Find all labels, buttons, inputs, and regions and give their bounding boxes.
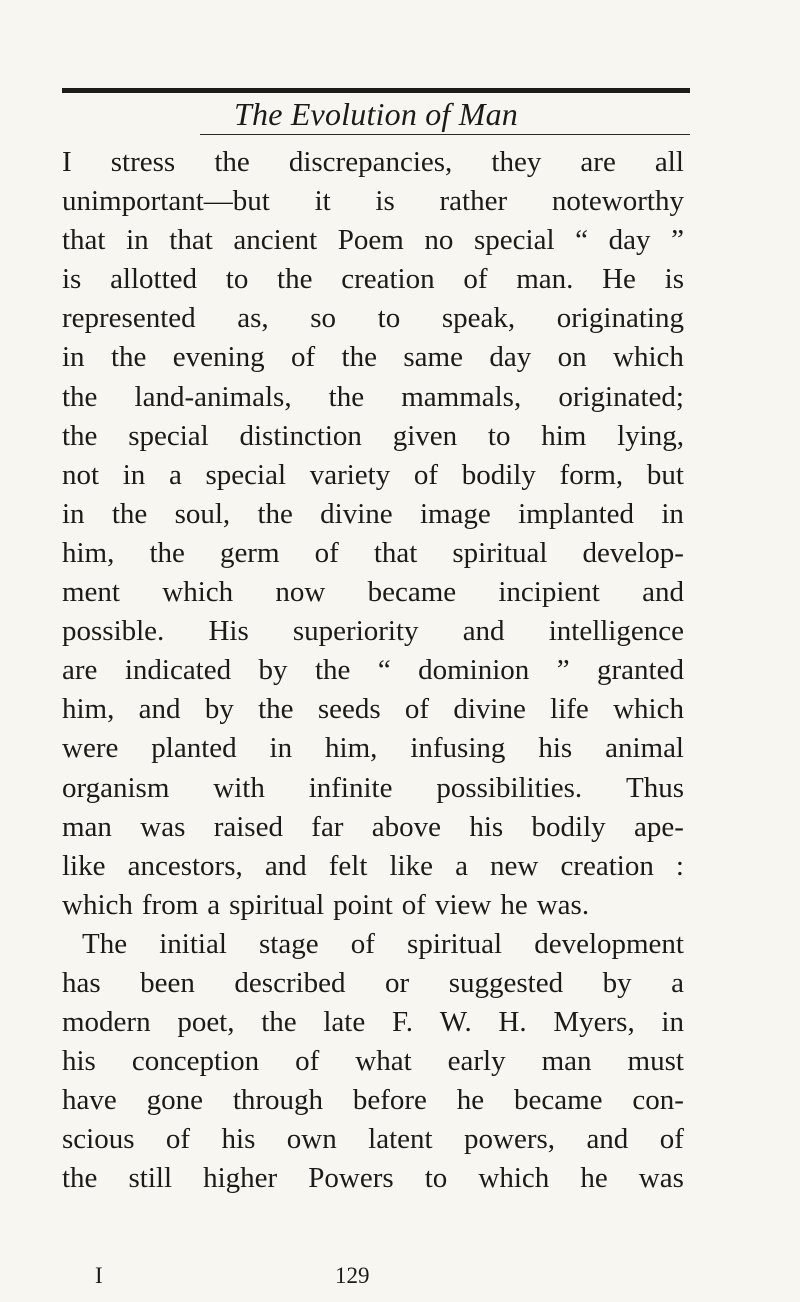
word: distinction	[239, 419, 362, 452]
word: as,	[237, 302, 269, 335]
word: it	[314, 185, 331, 218]
word: the	[277, 263, 313, 296]
word: new	[490, 849, 539, 882]
text-line	[62, 1003, 684, 1042]
word: in	[122, 458, 146, 491]
word: of	[295, 1045, 320, 1078]
word: view	[434, 888, 492, 921]
word: before	[352, 1084, 427, 1117]
text-line	[62, 1159, 684, 1198]
word: Powers	[308, 1162, 394, 1195]
word: originating	[556, 302, 684, 335]
word: :	[675, 849, 684, 882]
word: described	[234, 966, 346, 999]
running-head-title: The Evolution of Man	[234, 96, 518, 132]
text-line	[62, 925, 684, 964]
word: latent	[368, 1123, 433, 1156]
word: powers,	[464, 1123, 556, 1156]
word: to	[424, 1162, 448, 1195]
word: a	[671, 966, 684, 999]
word: and	[138, 693, 181, 726]
word: stress	[110, 146, 176, 178]
word: ancestors,	[127, 849, 243, 882]
word: evening	[172, 341, 265, 374]
word: given	[392, 419, 458, 452]
text-line	[62, 573, 684, 612]
word: animal	[605, 732, 684, 765]
word: man	[541, 1045, 592, 1078]
word: soul,	[174, 497, 231, 530]
word: and	[586, 1123, 629, 1156]
word: in	[126, 224, 149, 257]
word: dominion	[418, 654, 530, 687]
signature-mark: I	[95, 1263, 103, 1288]
word: which	[613, 341, 684, 374]
word: ape-	[634, 810, 684, 843]
word: incipient	[498, 576, 600, 609]
text-line	[62, 729, 684, 768]
word: to	[225, 263, 249, 296]
word: of	[659, 1123, 684, 1156]
word: noteworthy	[551, 185, 684, 218]
word: were	[62, 732, 119, 765]
word: is	[62, 263, 82, 296]
word: special	[205, 458, 287, 491]
word: develop-	[582, 536, 684, 569]
word: the	[214, 146, 250, 178]
word: infinite	[308, 771, 393, 804]
word: which	[62, 888, 133, 921]
word: that	[373, 536, 418, 569]
word: is	[664, 263, 684, 296]
word: are	[580, 146, 616, 178]
word: spiritual	[407, 927, 503, 960]
word: not	[62, 458, 100, 491]
text-line	[62, 964, 684, 1003]
word: scious	[62, 1123, 135, 1156]
word: discrepancies,	[288, 146, 453, 178]
text-line	[62, 651, 684, 690]
word: on	[557, 341, 587, 374]
text-line	[62, 886, 684, 925]
text-line	[62, 143, 684, 182]
word: by	[204, 693, 234, 726]
word: man	[62, 810, 112, 843]
word: him,	[325, 732, 378, 765]
word: spiritual	[452, 536, 548, 569]
body-text	[62, 143, 684, 1199]
word: in	[661, 1006, 684, 1039]
text-line	[62, 338, 684, 377]
word: above	[371, 810, 442, 843]
word: but	[646, 458, 684, 491]
word: ”	[556, 654, 570, 687]
word: man.	[516, 263, 574, 296]
word: his	[62, 1045, 96, 1078]
word: they	[491, 146, 542, 178]
word: felt	[328, 849, 368, 882]
word: implanted	[518, 497, 635, 530]
word: ancient	[233, 224, 318, 257]
word: Poem	[337, 224, 404, 257]
word: lying,	[617, 419, 684, 452]
word: divine	[453, 693, 526, 726]
word: spiritual	[229, 888, 325, 921]
word: Myers,	[553, 1006, 635, 1039]
word: by	[602, 966, 632, 999]
word: of	[350, 927, 375, 960]
word: The	[82, 927, 128, 960]
word: unimportant—but	[62, 185, 270, 218]
word: like	[62, 849, 106, 882]
word: raised	[213, 810, 283, 843]
word: became	[367, 576, 457, 609]
page-footer	[0, 1262, 800, 1292]
word: creation	[560, 849, 654, 882]
word: the	[261, 1006, 297, 1039]
word: to	[377, 302, 401, 335]
word: possible.	[62, 615, 165, 648]
word: “	[575, 224, 589, 257]
word: Thus	[626, 771, 684, 804]
word: he	[500, 888, 528, 921]
word: con-	[632, 1084, 684, 1117]
word: suggested	[448, 966, 564, 999]
word: his	[538, 732, 573, 765]
word: him,	[62, 536, 115, 569]
word: been	[140, 966, 195, 999]
word: to	[487, 419, 511, 452]
word: image	[419, 497, 491, 530]
word: indicated	[124, 654, 232, 687]
text-line	[62, 260, 684, 299]
word: His	[208, 615, 249, 648]
word: day	[489, 341, 532, 374]
word: creation	[341, 263, 435, 296]
word: that	[169, 224, 213, 257]
word: from	[141, 888, 199, 921]
word: still	[128, 1162, 173, 1195]
word: in	[269, 732, 293, 765]
word: represented	[62, 302, 196, 335]
word: the	[314, 654, 351, 687]
word: was	[140, 810, 186, 843]
word: late	[323, 1006, 366, 1039]
word: I	[62, 146, 72, 178]
word: no	[424, 224, 454, 257]
text-line	[62, 808, 684, 847]
word: early	[447, 1045, 506, 1078]
word: superiority	[292, 615, 419, 648]
word: land-animals,	[134, 380, 292, 413]
word: is	[375, 185, 395, 218]
word: the	[341, 341, 377, 374]
header-top-rule	[62, 88, 690, 93]
word: and	[462, 615, 505, 648]
word: higher	[203, 1162, 278, 1195]
word: conception	[131, 1045, 260, 1078]
text-line	[62, 1042, 684, 1081]
word: granted	[597, 654, 684, 687]
word: of	[404, 693, 430, 726]
word: day	[608, 224, 651, 257]
text-line	[62, 182, 684, 221]
word: initial	[159, 927, 227, 960]
word: organism	[62, 771, 170, 804]
word: H.	[498, 1006, 527, 1039]
word: like	[389, 849, 433, 882]
word: now	[275, 576, 326, 609]
word: became	[514, 1084, 603, 1117]
word: a	[168, 458, 182, 491]
word: planted	[151, 732, 237, 765]
word: special	[474, 224, 555, 257]
word: or	[385, 966, 410, 999]
word: of	[401, 888, 426, 921]
word: has	[62, 966, 101, 999]
word: “	[377, 654, 391, 687]
text-line	[62, 769, 684, 808]
text-line	[62, 847, 684, 886]
word: the	[110, 341, 147, 374]
word: same	[403, 341, 463, 374]
word: originated;	[558, 380, 684, 413]
word: allotted	[110, 263, 198, 296]
word: which	[478, 1162, 550, 1195]
word: what	[355, 1045, 412, 1078]
word: in	[62, 341, 85, 374]
text-line	[62, 221, 684, 260]
word: far	[311, 810, 344, 843]
word: through	[232, 1084, 324, 1117]
page-number: 129	[335, 1263, 370, 1288]
word: poet,	[177, 1006, 235, 1039]
word: so	[310, 302, 337, 335]
word: have	[62, 1084, 117, 1117]
word: the	[257, 497, 293, 530]
word: form,	[559, 458, 624, 491]
text-line	[62, 612, 684, 651]
word: development	[534, 927, 684, 960]
word: the	[62, 419, 98, 452]
word: W.	[439, 1006, 472, 1039]
word: and	[642, 576, 684, 609]
word: in	[661, 497, 684, 530]
text-line	[62, 456, 684, 495]
word: special	[128, 419, 209, 452]
word: with	[213, 771, 265, 804]
text-line	[62, 299, 684, 338]
word: point	[333, 888, 393, 921]
word: which	[613, 693, 684, 726]
word: of	[165, 1123, 191, 1156]
word: variety	[309, 458, 391, 491]
word: ”	[671, 224, 684, 257]
word: intelligence	[548, 615, 684, 648]
word: He	[602, 263, 636, 296]
word: bodily	[461, 458, 536, 491]
word: are	[62, 654, 98, 687]
word: that	[62, 224, 106, 257]
word: mammals,	[401, 380, 522, 413]
word: in	[62, 497, 85, 530]
word: a	[207, 888, 221, 921]
word: ment	[62, 576, 120, 609]
word: and	[264, 849, 307, 882]
word: of	[314, 536, 339, 569]
word: possibilities.	[436, 771, 583, 804]
word: his	[469, 810, 504, 843]
word: was	[638, 1162, 684, 1195]
word: speak,	[441, 302, 516, 335]
word: the	[328, 380, 365, 413]
word: the	[62, 380, 98, 413]
word: bodily	[531, 810, 606, 843]
header-underline-rule	[200, 134, 690, 135]
word: the	[62, 1162, 98, 1195]
word: germ	[219, 536, 280, 569]
word: the	[149, 536, 185, 569]
text-line	[62, 690, 684, 729]
word: infusing	[410, 732, 506, 765]
word: life	[550, 693, 589, 726]
word: him	[541, 419, 587, 452]
word: the	[258, 693, 294, 726]
text-line	[62, 1120, 684, 1159]
word: stage	[259, 927, 319, 960]
text-line	[62, 495, 684, 534]
word: he	[580, 1162, 608, 1195]
word: F.	[391, 1006, 414, 1039]
text-line	[62, 417, 684, 456]
word: own	[286, 1123, 337, 1156]
word: was.	[536, 888, 590, 921]
word: a	[455, 849, 468, 882]
word: modern	[62, 1006, 151, 1039]
word: his	[221, 1123, 256, 1156]
text-line	[62, 1081, 684, 1120]
word: he	[456, 1084, 485, 1117]
word: which	[162, 576, 234, 609]
word: by	[258, 654, 288, 687]
word: must	[627, 1045, 684, 1078]
text-line	[62, 378, 684, 417]
word: all	[654, 146, 684, 178]
text-line	[62, 534, 684, 573]
word: gone	[146, 1084, 203, 1117]
word: divine	[320, 497, 393, 530]
word: of	[463, 263, 488, 296]
word: of	[413, 458, 439, 491]
word: him,	[62, 693, 115, 726]
word: of	[290, 341, 316, 374]
word: seeds	[317, 693, 381, 726]
word: rather	[439, 185, 508, 218]
word: the	[111, 497, 148, 530]
